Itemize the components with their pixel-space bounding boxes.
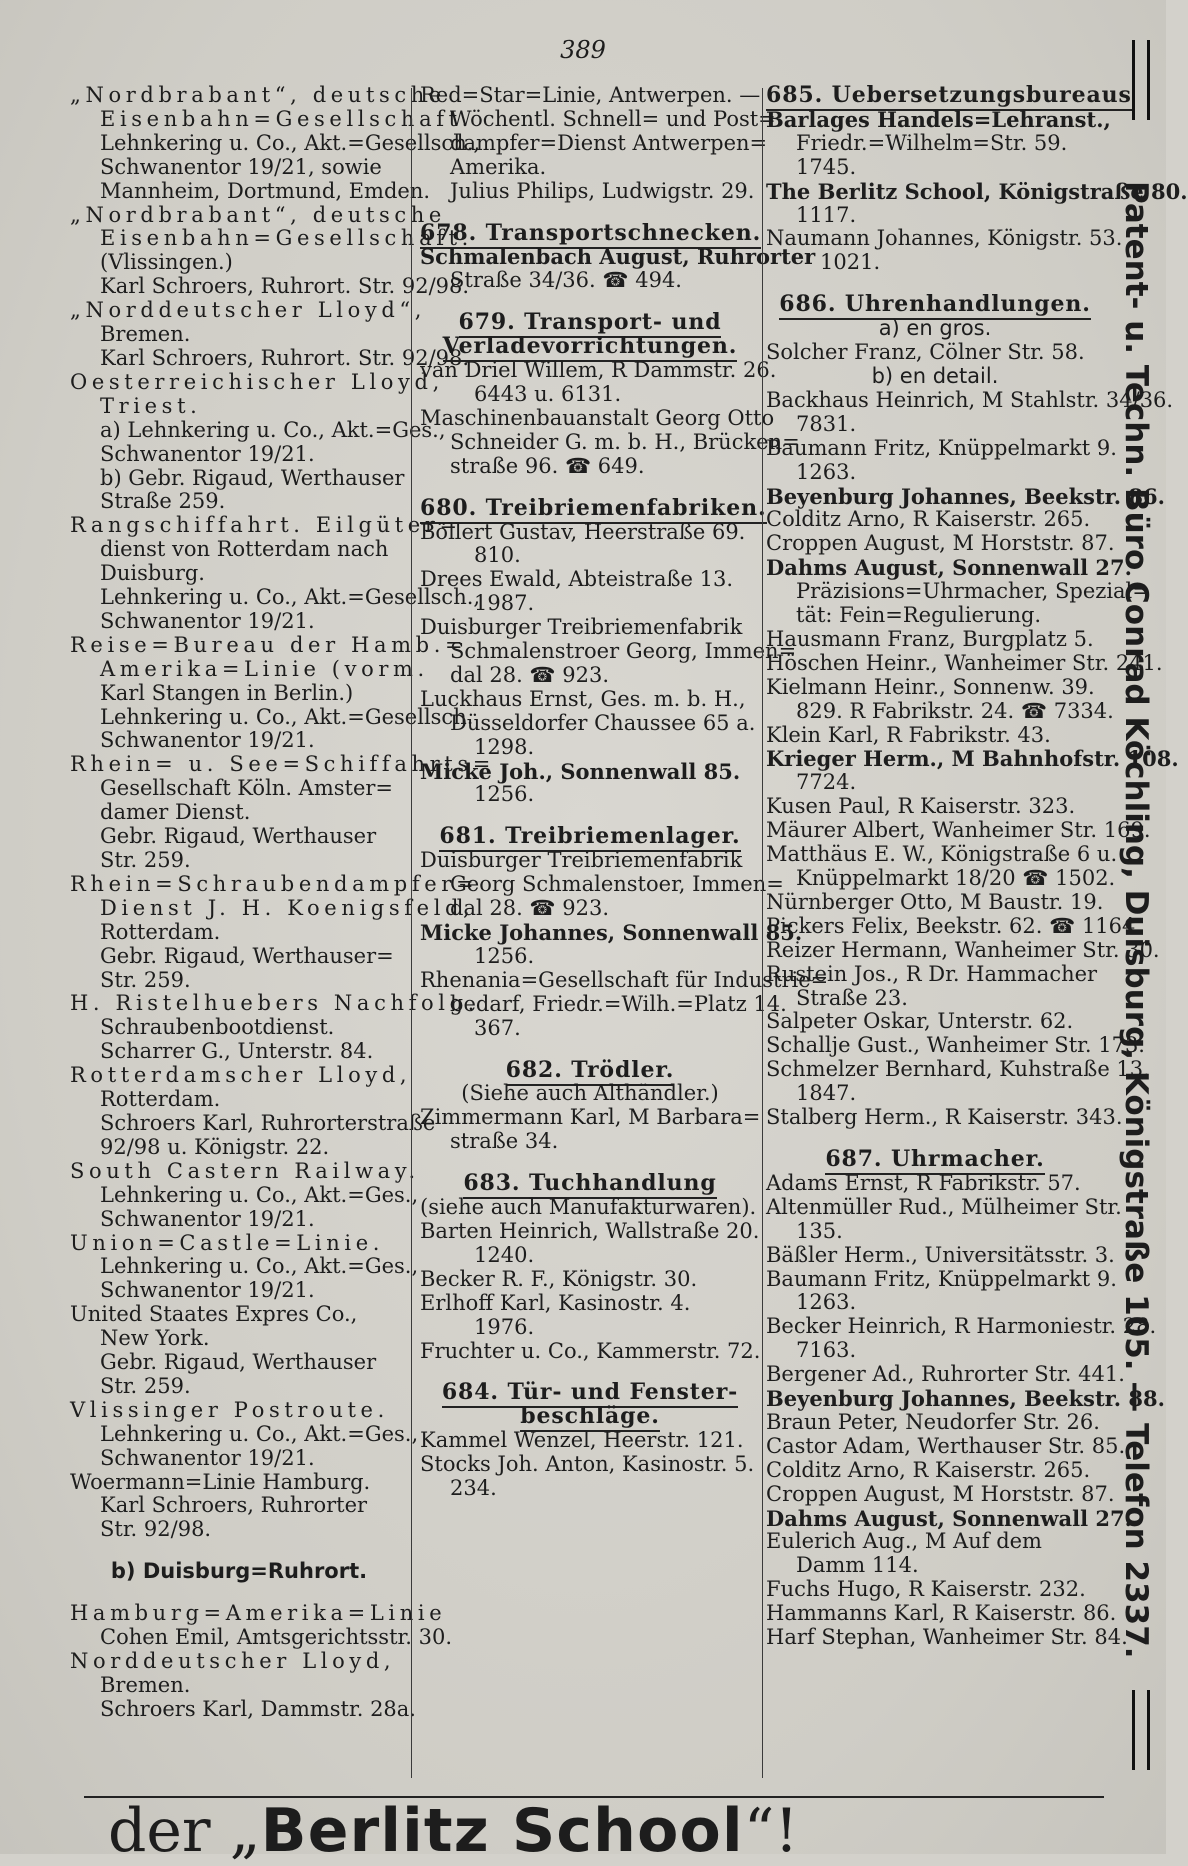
section-heading: 686. Uhrenhandlungen.: [766, 293, 1104, 317]
list-item: Rotterdamscher Lloyd,: [70, 1063, 412, 1088]
list-item: Hammanns Karl, R Kaiserstr. 86.: [766, 1601, 1117, 1626]
list-item: bedarf, Friedr.=Wilh.=Platz 14.: [450, 991, 787, 1016]
list-item: Baumann Fritz, Knüppelmarkt 9.: [766, 1266, 1117, 1291]
phone-entry: 1298.: [474, 734, 535, 759]
list-item: Rhein=Schraubendampfer=: [70, 871, 479, 896]
list-item: b) Gebr. Rigaud, Werthauser: [100, 465, 405, 490]
list-item: Bremen.: [100, 1672, 191, 1697]
list-item: Barlages Handels=Lehranst.,: [766, 106, 1111, 132]
footer-brand: Berlitz School: [260, 1796, 744, 1866]
phone-entry: Straße 34/36. ☎ 494.: [450, 268, 682, 293]
list-item: Eisenbahn=Gesellschaft.: [100, 226, 473, 251]
phone-entry: 7163.: [796, 1338, 857, 1363]
phone-entry: straße 96. ☎ 649.: [450, 453, 645, 478]
list-item: Gebr. Rigaud, Werthauser: [100, 824, 377, 849]
list-item: Red=Star=Linie, Antwerpen. —: [420, 83, 761, 107]
list-item: Vlissinger Postroute.: [70, 1397, 389, 1422]
list-item: Hausmann Franz, Burgplatz 5.: [766, 626, 1094, 651]
list-item: Luckhaus Ernst, Ges. m. b. H.,: [420, 686, 746, 711]
list-item: Mäurer Albert, Wanheimer Str. 169.: [766, 818, 1151, 843]
section-heading: Verladevorrichtungen.: [420, 335, 760, 359]
list-item: Schwanentor 19/21.: [100, 608, 315, 633]
section-heading: 678. Transportschnecken.: [420, 222, 760, 246]
list-item: Julius Philips, Ludwigstr. 29.: [450, 178, 755, 203]
list-item: Zimmermann Karl, M Barbara=: [420, 1105, 761, 1130]
list-item: Colditz Arno, R Kaiserstr. 265.: [766, 507, 1091, 532]
list-item: Kusen Paul, R Kaiserstr. 323.: [766, 794, 1076, 819]
list-item: Schmelzer Bernhard, Kuhstraße 13.: [766, 1057, 1150, 1082]
phone-entry: 1117.: [796, 202, 857, 227]
list-item: Knüppelmarkt 18/20 ☎ 1502.: [796, 866, 1116, 890]
list-item: Düsseldorfer Chaussee 65 a.: [450, 710, 756, 735]
list-item: Fruchter u. Co., Kammerstr. 72.: [420, 1338, 761, 1363]
list-item: Fuchs Hugo, R Kaiserstr. 232.: [766, 1577, 1086, 1602]
list-item: Norddeutscher Lloyd,: [70, 1649, 396, 1673]
phone-entry: dal 28. ☎ 923.: [450, 662, 610, 687]
list-item: Amerika=Linie (vorm.: [100, 656, 429, 681]
subsection-heading: b) Duisburg=Ruhrort.: [110, 1559, 368, 1584]
list-item: Hamburg=Amerika=Linie: [70, 1601, 447, 1626]
section-heading: 687. Uhrmacher.: [766, 1148, 1104, 1172]
phone-entry: 1256.: [474, 943, 535, 968]
phone-entry: 1263.: [796, 459, 857, 484]
list-item: Nürnberger Otto, M Baustr. 19.: [766, 889, 1104, 914]
sidebar-rule-bottom: [1132, 1690, 1150, 1770]
phone-entry: 1256.: [474, 782, 535, 807]
list-item: Dahms August, Sonnenwall 27.: [766, 555, 1132, 581]
list-item: Karl Schroers, Ruhrort. Str. 92/98.: [100, 345, 470, 370]
list-item: Bäßler Herm., Universitätsstr. 3.: [766, 1242, 1115, 1267]
list-item: 92/98 u. Königstr. 22.: [100, 1134, 330, 1159]
list-item: Schwanentor 19/21.: [100, 1206, 315, 1231]
list-item: Becker Heinrich, R Harmoniestr. 28.: [766, 1314, 1157, 1339]
phone-entry: 367.: [474, 1015, 521, 1040]
sidebar-advertisement: [1108, 40, 1164, 1800]
list-item: Karl Schroers, Ruhrorter: [100, 1493, 368, 1518]
list-item: Schmalenstroer Georg, Immen=: [450, 639, 797, 664]
spacer: [420, 479, 760, 497]
list-item: van Driel Willem, R Dammstr. 26.: [420, 358, 777, 383]
list-item: Harf Stephan, Wanheimer Str. 84.: [766, 1625, 1128, 1650]
section-heading: 684. Tür- und Fenster-: [420, 1381, 760, 1405]
list-item: Schraubenbootdienst.: [100, 1015, 335, 1040]
list-item: Braun Peter, Neudorfer Str. 26.: [766, 1409, 1100, 1434]
list-item: Beyenburg Johannes, Beekstr. 88.: [766, 1386, 1165, 1412]
list-item: Lehnkering u. Co., Akt.=Gesellsch.,: [100, 585, 481, 610]
list-item: Gesellschaft Köln. Amster=: [100, 776, 394, 801]
list-item: (siehe auch Manufakturwaren).: [420, 1195, 757, 1220]
list-item: Gebr. Rigaud, Werthauser: [100, 1350, 377, 1375]
list-item: Croppen August, M Horststr. 87.: [766, 531, 1115, 556]
list-item: Stocks Joh. Anton, Kasinostr. 5.: [420, 1452, 755, 1477]
list-item: Schroers Karl, Ruhrorterstraße: [100, 1110, 436, 1135]
spacer: [70, 1542, 408, 1560]
phone-entry: 1847.: [796, 1081, 857, 1106]
list-item: Schwanentor 19/21, sowie: [100, 154, 382, 179]
phone-entry: 810.: [474, 543, 521, 568]
list-item: Str. 259.: [100, 848, 191, 872]
list-item: dampfer=Dienst Antwerpen=: [450, 130, 768, 155]
list-item: Beyenburg Johannes, Beekstr. 86.: [766, 483, 1165, 509]
phone-entry: 1745.: [796, 154, 857, 179]
list-item: Gebr. Rigaud, Werthauser=: [100, 943, 394, 968]
footer-prefix: der „: [108, 1796, 261, 1866]
list-item: Cohen Emil, Amtsgerichtsstr. 30.: [100, 1625, 453, 1650]
list-item: H. Ristelhuebers Nachfolg.: [70, 991, 479, 1016]
phone-entry: 1240.: [474, 1242, 535, 1267]
section-heading: 680. Treibriemenfabriken.: [420, 497, 760, 521]
list-item: Präzisions=Uhrmacher, Spezial=: [796, 579, 1150, 604]
list-item: Backhaus Heinrich, M Stahlstr. 34/36.: [766, 387, 1174, 412]
phone-entry: 1021.: [820, 250, 881, 275]
phone-entry: 1976.: [474, 1314, 535, 1339]
list-item: Böllert Gustav, Heerstraße 69.: [420, 519, 746, 544]
list-item: United Staates Expres Co.,: [70, 1302, 358, 1327]
phone-entry: 1263.: [796, 1290, 857, 1315]
footer-suffix: “!: [743, 1796, 799, 1866]
list-item: Schwanentor 19/21.: [100, 1445, 315, 1470]
list-item: Karl Stangen in Berlin.): [100, 680, 354, 705]
list-item: Stalberg Herm., R Kaiserstr. 343.: [766, 1105, 1123, 1130]
section-heading: beschläge.: [420, 1405, 760, 1429]
list-item: South Castern Railway.: [70, 1158, 420, 1183]
list-item: Salpeter Oskar, Unterstr. 62.: [766, 1009, 1074, 1034]
list-item: „Nordbrabant“, deutsche: [70, 83, 446, 107]
list-item: Lehnkering u. Co., Akt.=Ges.,: [100, 1254, 419, 1279]
spacer: [420, 1041, 760, 1059]
list-item: straße 34.: [450, 1129, 559, 1154]
list-item: Wöchentl. Schnell= und Post=: [450, 106, 776, 131]
section-heading: 681. Treibriemenlager.: [420, 825, 760, 849]
list-item: Lehnkering u. Co., Akt.=Ges.,: [100, 1182, 419, 1207]
list-item: Micke Joh., Sonnenwall 85.: [420, 758, 741, 784]
list-item: „Nordbrabant“, deutsche: [70, 202, 446, 227]
list-item: Altenmüller Rud., Mülheimer Str.: [766, 1194, 1122, 1219]
list-item: 135.: [796, 1218, 843, 1243]
phone-entry: 7724.: [796, 770, 857, 795]
list-item: Kielmann Heinr., Sonnenw. 39.: [766, 674, 1095, 699]
list-item: Triest.: [100, 393, 202, 418]
list-item: Maschinenbauanstalt Georg Otto: [420, 405, 775, 430]
list-item: Schwanentor 19/21.: [100, 1278, 315, 1303]
list-item: Damm 114.: [796, 1553, 919, 1578]
list-item: damer Dienst.: [100, 800, 251, 825]
list-item: Klein Karl, R Fabrikstr. 43.: [766, 722, 1051, 747]
list-item: Eulerich Aug., M Auf dem: [766, 1529, 1042, 1554]
list-item: Adams Ernst, R Fabrikstr. 57.: [766, 1170, 1081, 1195]
spacer: [70, 1584, 408, 1602]
list-item: Rhein= u. See=Schiffahrts=: [70, 752, 495, 777]
subsection-heading: a) en gros.: [878, 316, 992, 341]
list-item: Rhenania=Gesellschaft für Industrie=: [420, 967, 829, 992]
list-item: Solcher Franz, Cölner Str. 58.: [766, 340, 1085, 365]
list-item: Lehnkering u. Co., Akt.=Gesellsch.,: [100, 130, 481, 155]
list-item: Mannheim, Dortmund, Emden.: [100, 178, 431, 203]
list-item: Matthäus E. W., Königstraße 6 u.: [766, 842, 1118, 867]
page-number: 389: [560, 36, 606, 64]
list-item: Friedr.=Wilhelm=Str. 59.: [796, 130, 1068, 155]
list-item: „Norddeutscher Lloyd“,: [70, 298, 427, 323]
list-item: Schroers Karl, Dammstr. 28a.: [100, 1696, 416, 1721]
list-item: Dahms August, Sonnenwall 27.: [766, 1505, 1132, 1531]
list-item: Schneider G. m. b. H., Brücken=: [450, 429, 800, 454]
list-item: Kammel Wenzel, Heerstr. 121.: [420, 1428, 744, 1453]
list-item: Duisburger Treibriemenfabrik: [420, 615, 743, 640]
list-item: Barten Heinrich, Wallstraße 20.: [420, 1218, 760, 1243]
section-heading: 682. Trödler.: [420, 1059, 760, 1083]
list-item: Eisenbahn=Gesellschaft.: [100, 106, 473, 131]
list-item: Str. 92/98.: [100, 1517, 212, 1542]
phone-entry: 234.: [450, 1476, 497, 1501]
section-heading: 683. Tuchhandlung: [420, 1172, 760, 1196]
list-item: Bergener Ad., Ruhrorter Str. 441.: [766, 1362, 1125, 1387]
cross-reference: (Siehe auch Althändler.): [461, 1081, 719, 1106]
list-item: Reise=Bureau der Hamb.=: [70, 632, 468, 657]
list-item: Drees Ewald, Abteistraße 13.: [420, 567, 734, 592]
sidebar-rule-top: [1132, 40, 1150, 120]
list-item: Erlhoff Karl, Kasinostr. 4.: [420, 1290, 691, 1315]
list-item: Str. 259.: [100, 967, 191, 992]
section-heading: 679. Transport- und: [420, 311, 760, 335]
list-item: Woermann=Linie Hamburg.: [70, 1469, 371, 1494]
list-item: Micke Johannes, Sonnenwall 85.: [420, 920, 803, 945]
column-divider: [411, 88, 412, 1778]
list-item: a) Lehnkering u. Co., Akt.=Ges.,: [100, 417, 446, 442]
list-item: Amerika.: [450, 154, 547, 179]
list-item: 829. R Fabrikstr. 24. ☎ 7334.: [796, 698, 1114, 723]
list-item: tät: Fein=Regulierung.: [796, 603, 1042, 628]
list-item: The Berlitz School, Königstraße 80.: [766, 178, 1188, 204]
list-item: Oesterreichischer Lloyd,: [70, 369, 444, 394]
list-item: Rotterdam.: [100, 1087, 221, 1112]
list-item: Castor Adam, Werthauser Str. 85.: [766, 1433, 1126, 1458]
phone-entry: dal 28. ☎ 923.: [450, 896, 610, 921]
list-item: Dienst J. H. Koenigsfeld,: [100, 895, 475, 920]
list-item: Lehnkering u. Co., Akt.=Gesellsch.: [100, 704, 474, 729]
spacer: [420, 204, 760, 222]
list-item: Reizer Hermann, Wanheimer Str. 30.: [766, 937, 1160, 962]
phone-entry: 1987.: [474, 591, 535, 616]
list-item: Naumann Johannes, Königstr. 53.: [766, 226, 1123, 251]
list-item: (Vlissingen.): [100, 250, 233, 275]
column-divider: [762, 88, 763, 1778]
phone-entry: 6443 u. 6131.: [474, 381, 622, 406]
list-item: Duisburger Treibriemenfabrik: [420, 848, 743, 873]
list-item: Baumann Fritz, Knüppelmarkt 9.: [766, 435, 1117, 460]
list-item: Lehnkering u. Co., Akt.=Ges.,: [100, 1421, 419, 1446]
list-item: Str. 259.: [100, 1373, 191, 1398]
list-item: Krieger Herm., M Bahnhofstr. 108.: [766, 746, 1179, 772]
sidebar-text: Patent- u. Techn. Büro Conrad Köchling, Duisburg, Königstraße 105. — Telefon 2337.: [1118, 181, 1154, 1659]
list-item: Karl Schroers, Ruhrort. Str. 92/98.: [100, 274, 470, 299]
advertisement-footer: [108, 1796, 1008, 1866]
list-item: Schwanentor 19/21.: [100, 441, 315, 466]
phone-entry: 7831.: [796, 411, 857, 436]
list-item: Union=Castle=Linie.: [70, 1230, 385, 1255]
list-item: Georg Schmalenstoer, Immen=: [450, 872, 784, 897]
list-item: Rustein Jos., R Dr. Hammacher: [766, 961, 1098, 986]
list-item: Schmalenbach August, Ruhrorter: [420, 244, 816, 270]
list-item: New York.: [100, 1326, 210, 1351]
list-item: Rotterdam.: [100, 919, 221, 944]
list-item: Schwanentor 19/21.: [100, 728, 315, 753]
list-item: Straße 259.: [100, 489, 226, 514]
list-item: Straße 23.: [796, 985, 908, 1010]
list-item: Colditz Arno, R Kaiserstr. 265.: [766, 1457, 1091, 1482]
list-item: Croppen August, M Horststr. 87.: [766, 1481, 1115, 1506]
list-item: Scharrer G., Unterstr. 84.: [100, 1039, 374, 1064]
subsection-heading: b) en detail.: [871, 363, 999, 388]
section-heading: 685. Uebersetzungsbureaus: [766, 84, 1104, 108]
list-item: Pickers Felix, Beekstr. 62. ☎ 1164.: [766, 913, 1143, 938]
list-item: Rangschiffahrt. Eilgüter=: [70, 513, 462, 538]
list-item: Bremen.: [100, 322, 191, 347]
list-item: dienst von Rotterdam nach: [100, 537, 389, 562]
list-item: Schallje Gust., Wanheimer Str. 173.: [766, 1033, 1145, 1058]
list-item: Höschen Heinr., Wanheimer Str. 241.: [766, 650, 1163, 675]
list-item: Becker R. F., Königstr. 30.: [420, 1266, 698, 1291]
list-item: Duisburg.: [100, 561, 205, 586]
